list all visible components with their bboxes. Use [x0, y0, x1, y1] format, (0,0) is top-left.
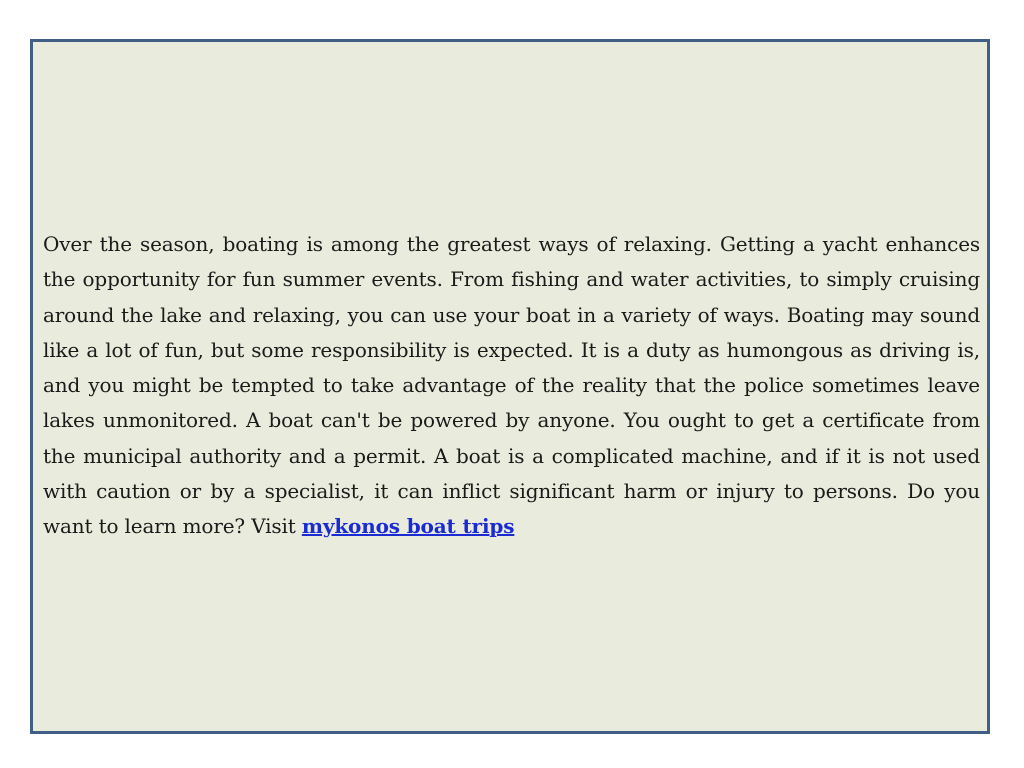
mykonos-boat-trips-link[interactable]: mykonos boat trips [301, 514, 515, 539]
slide-frame [30, 39, 990, 734]
paragraph-text: Over the season, boating is among the greatest ways of relaxing. Getting a yacht enhances the opportunity for fun summer events. From fishing and water activities, to simply cruising around the lake and relaxing, you can use your boat in a variety of ways. Boating may sound like a lot of fun, but some responsibility is expected. It is a duty as humongous as driving is, and you might be tempted to take advantage of the reality that the police sometimes leave lakes unmonitored. A boat can't be powered by anyone. You ought to get a certificate from the municipal authority and a permit. A boat is a complicated machine, and if it is not used with caution or by a specialist, it can inflict significant harm or injury to persons. Do you want to learn more? Visit [43, 232, 980, 539]
body-paragraph [43, 227, 980, 545]
